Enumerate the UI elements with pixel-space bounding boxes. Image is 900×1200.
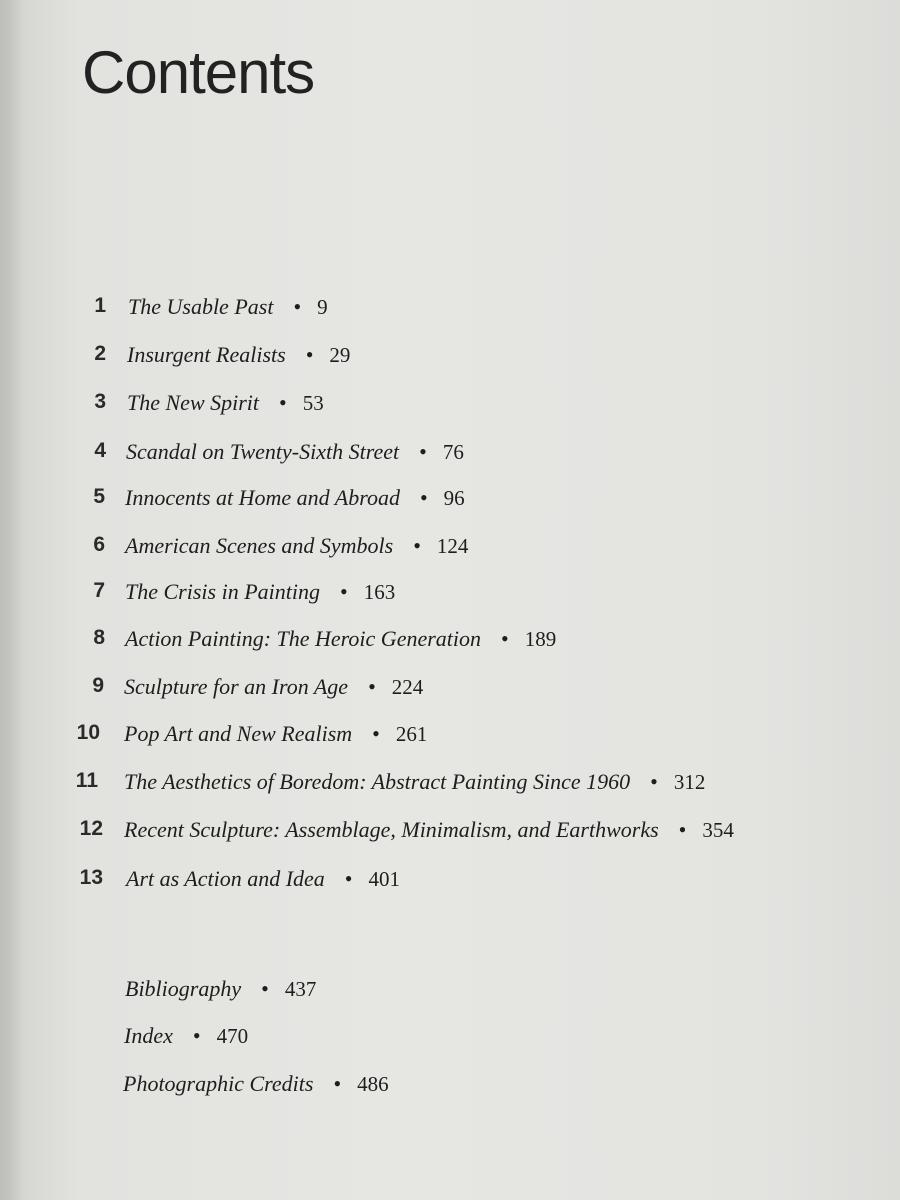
bullet-separator: •	[339, 579, 348, 604]
toc-entry	[94, 390, 324, 424]
chapter-number: 1	[94, 294, 106, 317]
bullet-separator: •	[261, 976, 269, 1001]
back-matter-entry	[125, 976, 316, 1010]
toc-entry	[79, 866, 400, 900]
page-number: 124	[436, 534, 469, 558]
page-number: 224	[391, 675, 424, 699]
page-number: 189	[524, 627, 557, 651]
bullet-separator: •	[293, 294, 302, 319]
page-number: 76	[442, 440, 464, 464]
page-number: 9	[317, 295, 328, 319]
bullet-separator: •	[192, 1023, 201, 1048]
toc-entry	[93, 533, 469, 567]
chapter-number: 8	[93, 626, 105, 649]
chapter-title: The Aesthetics of Boredom: Abstract Painting Since 1960	[124, 769, 631, 794]
toc-entry	[93, 626, 557, 660]
chapter-title: Innocents at Home and Abroad	[125, 485, 400, 510]
back-matter-entry	[123, 1071, 389, 1105]
chapter-number: 11	[75, 769, 98, 792]
toc-entry	[93, 579, 396, 613]
chapter-title: Art as Action and Idea	[126, 866, 325, 891]
bullet-separator: •	[413, 533, 421, 558]
chapter-number: 7	[93, 579, 105, 602]
back-matter-entry	[124, 1023, 248, 1057]
back-matter-title: Photographic Credits	[123, 1071, 314, 1096]
chapter-number: 6	[93, 533, 105, 556]
page-number: 354	[702, 818, 734, 842]
toc-entry	[92, 674, 424, 708]
bullet-separator: •	[279, 390, 287, 415]
back-matter-title: Index	[124, 1023, 173, 1048]
chapter-title: Insurgent Realists	[127, 342, 286, 367]
chapter-number: 10	[76, 721, 100, 744]
toc-entry	[79, 817, 734, 851]
chapter-number: 5	[93, 485, 105, 508]
chapter-number: 2	[94, 342, 106, 365]
page-number: 53	[302, 391, 324, 415]
page-number: 470	[216, 1024, 249, 1048]
chapter-title: The New Spirit	[127, 390, 260, 415]
page-number: 312	[673, 770, 706, 794]
toc-entry	[94, 439, 464, 473]
bullet-separator: •	[368, 674, 376, 699]
bullet-separator: •	[419, 439, 427, 464]
bullet-separator: •	[344, 866, 353, 891]
chapter-title: Sculpture for an Iron Age	[124, 674, 349, 699]
back-matter-title: Bibliography	[125, 976, 242, 1001]
chapter-number: 12	[79, 817, 103, 840]
page-number: 486	[357, 1072, 389, 1096]
chapter-title: Scandal on Twenty-Sixth Street	[126, 439, 400, 464]
chapter-title: The Usable Past	[128, 294, 274, 319]
page-number: 261	[395, 722, 428, 746]
chapter-number: 13	[79, 866, 103, 889]
bullet-separator: •	[372, 721, 380, 746]
bullet-separator: •	[333, 1071, 342, 1096]
page-title: Contents	[82, 39, 315, 106]
page-number: 96	[443, 486, 465, 510]
chapter-title: American Scenes and Symbols	[125, 533, 394, 558]
chapter-title: The Crisis in Painting	[125, 579, 320, 604]
chapter-number: 9	[92, 674, 104, 697]
toc-entry	[93, 485, 465, 519]
toc-entry	[94, 342, 351, 376]
page-number: 401	[368, 867, 400, 891]
toc-entry	[76, 721, 428, 755]
bullet-separator: •	[650, 769, 658, 794]
bullet-separator: •	[305, 342, 314, 367]
chapter-title: Pop Art and New Realism	[124, 721, 353, 746]
toc-entry	[75, 769, 706, 803]
toc-entry	[94, 294, 328, 328]
page-number: 437	[284, 977, 317, 1001]
chapter-title: Action Painting: The Heroic Generation	[125, 626, 482, 651]
bullet-separator: •	[501, 626, 509, 651]
page-number: 29	[329, 343, 351, 367]
chapter-title: Recent Sculpture: Assemblage, Minimalism, and Earthworks	[124, 817, 659, 842]
chapter-number: 4	[94, 439, 106, 462]
bullet-separator: •	[678, 817, 687, 842]
page-number: 163	[363, 580, 396, 604]
chapter-number: 3	[94, 390, 106, 413]
bullet-separator: •	[419, 485, 428, 510]
